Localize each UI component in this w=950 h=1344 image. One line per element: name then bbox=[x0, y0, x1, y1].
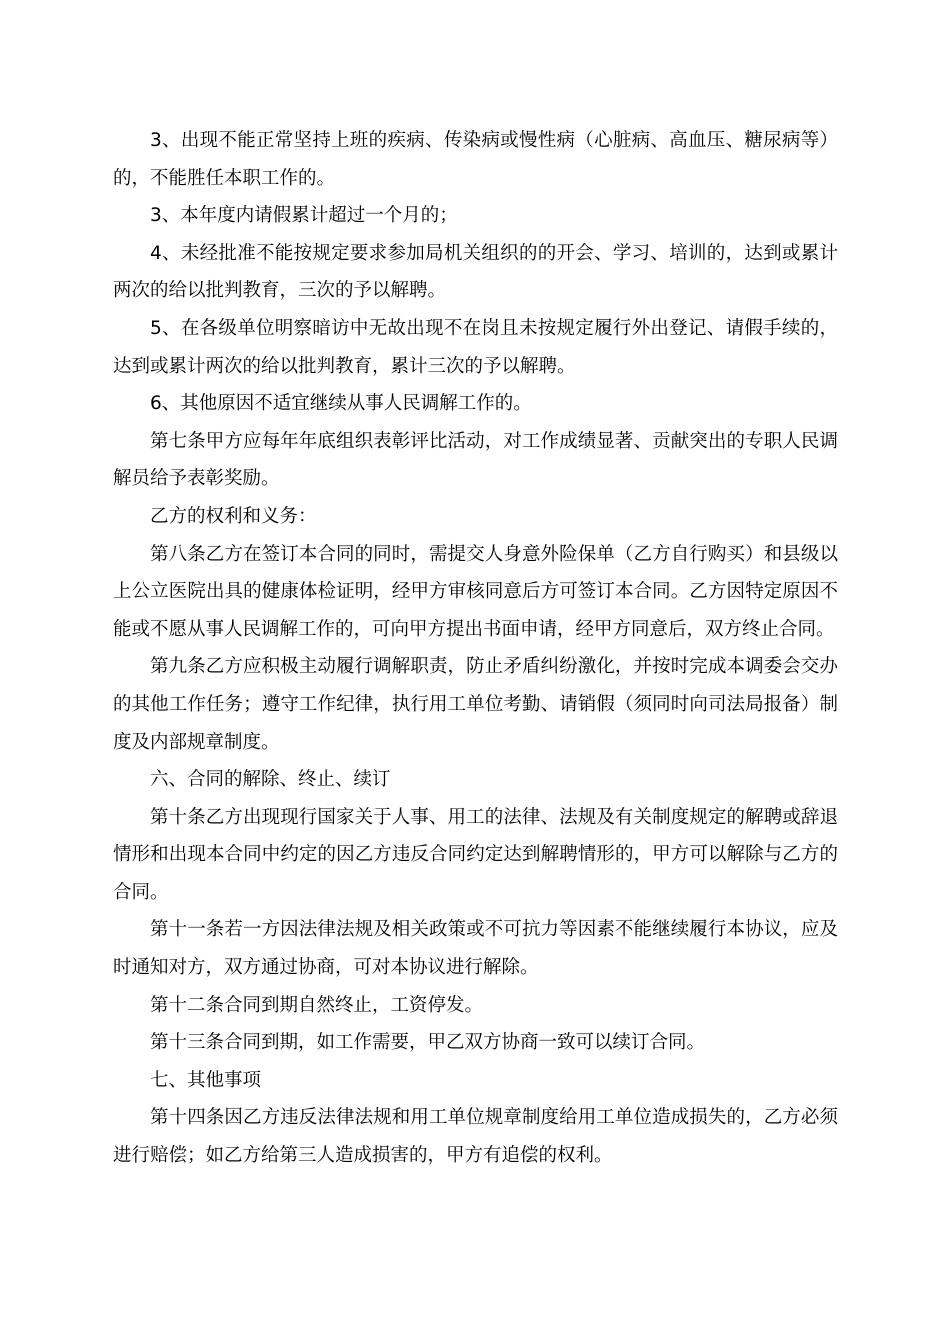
section-heading-other-matters: 七、其他事项 bbox=[150, 1069, 262, 1091]
paragraph-article-7: 第七条甲方应每年年底组织表彰评比活动，对工作成绩显著、贡献突出的专职人民调解员给予表彰奖励。 bbox=[113, 430, 838, 490]
paragraph-article-9: 第九条乙方应积极主动履行调解职责，防止矛盾纠纷激化，并按时完成本调委会交办的其他工作任务；遵守工作纪律，执行用工单位考勤、请销假（须同时向司法局报备）制度及内部规章制度。 bbox=[113, 656, 838, 753]
paragraph-clause-4: 4、未经批准不能按规定要求参加局机关组织的的开会、学习、培训的，达到或累计两次的给以批判教育，三次的予以解聘。 bbox=[113, 242, 838, 302]
document-body bbox=[113, 122, 838, 1175]
paragraph-clause-3-leave: 3、本年度内请假累计超过一个月的； bbox=[150, 205, 458, 227]
paragraph-article-14: 第十四条因乙方违反法律法规和用工单位规章制度给用工单位造成损失的，乙方必须进行赔偿；如乙方给第三人造成损害的，甲方有追偿的权利。 bbox=[113, 1107, 838, 1167]
paragraph-article-13: 第十三条合同到期，如工作需要，甲乙双方协商一致可以续订合同。 bbox=[150, 1032, 706, 1054]
paragraph-article-11: 第十一条若一方因法律法规及相关政策或不可抗力等因素不能继续履行本协议，应及时通知对方，双方通过协商，可对本协议进行解除。 bbox=[113, 919, 838, 979]
paragraph-clause-5: 5、在各级单位明察暗访中无故出现不在岗且未按规定履行外出登记、请假手续的，达到或累计两次的给以批判教育，累计三次的予以解聘。 bbox=[113, 317, 838, 377]
paragraph-article-10: 第十条乙方出现现行国家关于人事、用工的法律、法规及有关制度规定的解聘或辞退情形和出现本合同中约定的因乙方违反合同约定达到解聘情形的，甲方可以解除与乙方的合同。 bbox=[113, 806, 838, 903]
paragraph-clause-3-illness: 3、出现不能正常坚持上班的疾病、传染病或慢性病（心脏病、高血压、糖尿病等）的，不能胜任本职工作的。 bbox=[113, 130, 838, 189]
section-heading-party-b-rights: 乙方的权利和义务： bbox=[150, 505, 317, 527]
paragraph-article-8: 第八条乙方在签订本合同的同时，需提交人身意外险保单（乙方自行购买）和县级以上公立医院出具的健康体检证明，经甲方审核同意后方可签订本合同。乙方因特定原因不能或不愿从事人民调解工作的，可向甲方提出书面申请，经甲方同意后，双方终止合同。 bbox=[113, 543, 838, 640]
paragraph-article-12: 第十二条合同到期自然终止，工资停发。 bbox=[150, 994, 484, 1016]
section-heading-termination: 六、合同的解除、终止、续订 bbox=[150, 769, 391, 791]
paragraph-clause-6: 6、其他原因不适宜继续从事人民调解工作的。 bbox=[150, 393, 532, 415]
